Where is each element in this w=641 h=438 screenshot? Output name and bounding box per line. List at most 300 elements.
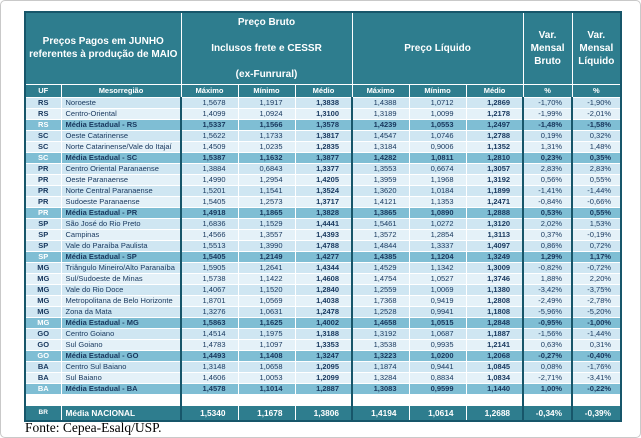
col-header-var-bruto-pct: %	[523, 84, 572, 97]
table-title-line2: referentes à produção de MAIO	[29, 49, 178, 61]
national-average-row	[25, 405, 621, 421]
uf-cell: SP	[25, 229, 61, 240]
value-cell: 0,6674	[409, 163, 466, 174]
value-cell: 1,3990	[238, 240, 295, 251]
table-row	[25, 372, 621, 383]
value-cell: 1,3717	[295, 196, 352, 207]
value-cell: 1,5905	[181, 262, 238, 273]
value-cell: 1,2848	[466, 317, 523, 328]
value-cell: 1,2788	[466, 130, 523, 141]
value-cell: 1,0658	[238, 361, 295, 372]
value-cell: 1,3578	[295, 119, 352, 130]
uf-cell: GO	[25, 350, 61, 361]
column-header-row	[25, 84, 621, 97]
table-row	[25, 295, 621, 306]
value-cell: 0,86%	[523, 240, 572, 251]
value-cell: 1,4783	[181, 339, 238, 350]
value-cell: 0,9006	[409, 141, 466, 152]
value-cell: 1,1353	[409, 196, 466, 207]
value-cell: 1,4754	[352, 273, 409, 284]
value-cell: 1,4239	[352, 119, 409, 130]
table-row	[25, 273, 621, 284]
value-cell: 1,3276	[181, 306, 238, 317]
table-row	[25, 306, 621, 317]
value-cell	[572, 394, 621, 405]
value-cell: 2,02%	[523, 218, 572, 229]
col-header-bruto-maximo: Máximo	[181, 84, 238, 97]
uf-cell	[25, 394, 61, 405]
value-cell: 1,1014	[238, 383, 295, 394]
value-cell: 1,3959	[352, 174, 409, 185]
table-row	[25, 218, 621, 229]
uf-cell: SC	[25, 141, 61, 152]
table-row	[25, 229, 621, 240]
value-cell: 1,0235	[238, 141, 295, 152]
mesorregiao-cell: Norte Central Paranaense	[61, 185, 181, 196]
mesorregiao-cell: Oeste Catarinense	[61, 130, 181, 141]
value-cell: -0,40%	[572, 350, 621, 361]
value-cell: 0,63%	[523, 339, 572, 350]
value-cell: -0,27%	[523, 350, 572, 361]
value-cell: -2,78%	[572, 295, 621, 306]
value-cell: 1,5387	[181, 152, 238, 163]
value-cell: 1,29%	[523, 251, 572, 262]
col-header-liquido-medio: Médio	[466, 84, 523, 97]
value-cell: 1,2688	[466, 405, 523, 421]
value-cell: -0,82%	[523, 262, 572, 273]
value-cell: 1,1968	[409, 174, 466, 185]
value-cell: 0,37%	[523, 229, 572, 240]
mesorregiao-cell: Média Estadual - BA	[61, 383, 181, 394]
value-cell: 1,3620	[352, 185, 409, 196]
uf-cell: BA	[25, 361, 61, 372]
value-cell: 1,0834	[466, 372, 523, 383]
value-cell: 0,9419	[409, 295, 466, 306]
uf-cell: BA	[25, 372, 61, 383]
value-cell: 0,9441	[409, 361, 466, 372]
value-cell: 1,3188	[295, 328, 352, 339]
value-cell: 1,1408	[238, 350, 295, 361]
value-cell: 1,4844	[352, 240, 409, 251]
value-cell: 1,4388	[352, 97, 409, 108]
uf-cell: SC	[25, 152, 61, 163]
value-cell: 1,48%	[572, 141, 621, 152]
col-header-bruto-medio: Médio	[295, 84, 352, 97]
value-cell: 0,35%	[572, 152, 621, 163]
spacer-row	[25, 394, 621, 405]
value-cell: 1,1625	[238, 317, 295, 328]
value-cell: 1,3877	[295, 152, 352, 163]
value-cell: 1,3572	[352, 229, 409, 240]
value-cell: 1,3247	[295, 350, 352, 361]
uf-cell: SP	[25, 240, 61, 251]
header-var-mensal-liquido: Var. Mensal Líquido	[572, 12, 621, 84]
value-cell: 1,4990	[181, 174, 238, 185]
mesorregiao-cell: Vale do Paraíba Paulista	[61, 240, 181, 251]
table-row	[25, 163, 621, 174]
state-average-row	[25, 152, 621, 163]
value-cell: 1,4121	[352, 196, 409, 207]
value-cell: 1,5513	[181, 240, 238, 251]
mesorregiao-cell: Média Estadual - MG	[61, 317, 181, 328]
value-cell: 1,2149	[238, 251, 295, 262]
value-cell: 1,2869	[466, 97, 523, 108]
value-cell: 1,1874	[352, 361, 409, 372]
value-cell: 1,3337	[409, 240, 466, 251]
value-cell: 1,3806	[295, 405, 352, 421]
preco-bruto-label: Preço Bruto	[237, 17, 296, 29]
value-cell: 2,20%	[572, 273, 621, 284]
col-header-liquido-minimo: Mínimo	[409, 84, 466, 97]
col-header-bruto-minimo: Mínimo	[238, 84, 295, 97]
value-cell: -0,84%	[523, 196, 572, 207]
value-cell: 1,4608	[295, 273, 352, 284]
mesorregiao-cell: Média Estadual - RS	[61, 119, 181, 130]
value-cell: -0,39%	[572, 405, 621, 421]
value-cell: 1,1733	[238, 130, 295, 141]
value-cell: 1,4566	[181, 229, 238, 240]
state-average-row	[25, 383, 621, 394]
value-cell: 1,3120	[466, 218, 523, 229]
value-cell: 1,3249	[466, 251, 523, 262]
table-row	[25, 339, 621, 350]
value-cell	[466, 394, 523, 405]
value-cell: 1,3353	[295, 339, 352, 350]
value-cell	[238, 394, 295, 405]
value-cell: -1,48%	[523, 119, 572, 130]
mesorregiao-cell: Sul Goiano	[61, 339, 181, 350]
value-cell: 1,1917	[238, 97, 295, 108]
preco-bruto-sublabel: Inclusos frete e CESSR	[211, 43, 322, 55]
value-cell: 1,5337	[181, 119, 238, 130]
table-row	[25, 284, 621, 295]
value-cell: 1,4194	[352, 405, 409, 421]
value-cell: 1,1808	[466, 306, 523, 317]
mesorregiao-cell: Noroeste	[61, 97, 181, 108]
value-cell: 0,9941	[409, 306, 466, 317]
value-cell: -3,41%	[572, 372, 621, 383]
value-cell: 1,53%	[572, 218, 621, 229]
value-cell: 1,0924	[238, 108, 295, 119]
mesorregiao-cell: Centro Goiano	[61, 328, 181, 339]
value-cell: 1,4788	[295, 240, 352, 251]
value-cell: 0,9599	[409, 383, 466, 394]
value-cell: -1,00%	[572, 317, 621, 328]
value-cell: 1,2141	[466, 339, 523, 350]
value-cell: 1,3192	[352, 328, 409, 339]
value-cell: 1,4578	[181, 383, 238, 394]
value-cell: 1,2068	[466, 350, 523, 361]
value-cell: 1,2887	[295, 383, 352, 394]
value-cell: 1,3817	[295, 130, 352, 141]
value-cell: 0,72%	[572, 240, 621, 251]
table-row	[25, 185, 621, 196]
value-cell: 1,0527	[409, 273, 466, 284]
value-cell: 1,3192	[466, 174, 523, 185]
preco-liquido-label: Preço Líquido	[404, 42, 471, 54]
table-row	[25, 130, 621, 141]
uf-cell: RS	[25, 97, 61, 108]
mesorregiao-cell: Campinas	[61, 229, 181, 240]
value-cell: -1,99%	[523, 108, 572, 119]
value-cell: -1,76%	[572, 361, 621, 372]
value-cell: 1,1380	[466, 284, 523, 295]
value-cell: 1,1422	[238, 273, 295, 284]
value-cell: 1,2641	[238, 262, 295, 273]
value-cell: 1,2478	[295, 306, 352, 317]
value-cell: 1,2835	[295, 141, 352, 152]
value-cell: 1,3189	[352, 108, 409, 119]
value-cell: 1,0614	[409, 405, 466, 421]
value-cell: 1,4547	[352, 130, 409, 141]
value-cell: 1,0890	[409, 207, 466, 218]
mesorregiao-cell: Média Estadual - SP	[61, 251, 181, 262]
value-cell	[181, 394, 238, 405]
value-cell: 1,4344	[295, 262, 352, 273]
value-cell: 1,3553	[352, 163, 409, 174]
value-cell: 0,31%	[572, 339, 621, 350]
value-cell: 1,0811	[409, 152, 466, 163]
uf-cell: MG	[25, 295, 61, 306]
value-cell: -3,42%	[523, 284, 572, 295]
value-cell: 1,1887	[466, 328, 523, 339]
value-cell: -1,56%	[523, 328, 572, 339]
value-cell: 1,5201	[181, 185, 238, 196]
mesorregiao-cell: Vale do Rio Doce	[61, 284, 181, 295]
mesorregiao-cell	[61, 394, 181, 405]
value-cell: 1,2888	[466, 207, 523, 218]
header-preco-liquido	[352, 12, 523, 84]
mesorregiao-cell: Média Estadual - GO	[61, 350, 181, 361]
value-cell: -1,70%	[523, 97, 572, 108]
value-cell: 1,4493	[181, 350, 238, 361]
value-cell: 0,32%	[572, 130, 621, 141]
value-cell: 1,2497	[466, 119, 523, 130]
value-cell: 1,2854	[409, 229, 466, 240]
value-cell: 0,9935	[409, 339, 466, 350]
value-cell: 1,7368	[352, 295, 409, 306]
uf-cell: GO	[25, 339, 61, 350]
mesorregiao-cell: Sul/Sudoeste de Minas	[61, 273, 181, 284]
value-cell: 1,4658	[352, 317, 409, 328]
value-cell: 0,23%	[523, 152, 572, 163]
preco-bruto-exfunrural: (ex-Funrural)	[235, 69, 298, 81]
value-cell: -3,75%	[572, 284, 621, 295]
mesorregiao-cell: Oeste Paranaense	[61, 174, 181, 185]
value-cell: 1,5738	[181, 273, 238, 284]
value-cell: 1,1440	[466, 383, 523, 394]
header-var-mensal-bruto: Var. Mensal Bruto	[523, 12, 572, 84]
value-cell: 1,0184	[409, 185, 466, 196]
value-cell: 1,1678	[238, 405, 295, 421]
uf-cell: SP	[25, 218, 61, 229]
uf-cell: GO	[25, 328, 61, 339]
value-cell: 1,1899	[466, 185, 523, 196]
header-preco-bruto	[181, 12, 352, 84]
value-cell: 1,4606	[181, 372, 238, 383]
value-cell: 1,4067	[181, 284, 238, 295]
value-cell: -0,66%	[572, 196, 621, 207]
table-row	[25, 196, 621, 207]
table-title	[25, 12, 181, 84]
mesorregiao-cell: Centro-Oriental	[61, 108, 181, 119]
value-cell: 1,3223	[352, 350, 409, 361]
value-cell: 1,3865	[352, 207, 409, 218]
value-cell: 1,0687	[409, 328, 466, 339]
value-cell: -0,72%	[572, 262, 621, 273]
value-cell: 1,0069	[409, 284, 466, 295]
value-cell: 0,19%	[523, 130, 572, 141]
value-cell: 1,2095	[295, 361, 352, 372]
value-cell: 1,2528	[352, 306, 409, 317]
value-cell: 1,3083	[352, 383, 409, 394]
header-group-row	[25, 12, 621, 84]
state-average-row	[25, 119, 621, 130]
value-cell: 1,0746	[409, 130, 466, 141]
value-cell: 1,5461	[352, 218, 409, 229]
value-cell: 1,1204	[409, 251, 466, 262]
table-row	[25, 108, 621, 119]
value-cell: 1,2573	[238, 196, 295, 207]
mesorregiao-cell: Metropolitana de Belo Horizonte	[61, 295, 181, 306]
table-row	[25, 174, 621, 185]
value-cell: -1,90%	[572, 97, 621, 108]
value-cell: 0,53%	[523, 207, 572, 218]
value-cell: 1,4918	[181, 207, 238, 218]
value-cell: 1,2471	[466, 196, 523, 207]
mesorregiao-cell: Zona da Mata	[61, 306, 181, 317]
value-cell: 1,5678	[181, 97, 238, 108]
value-cell: 1,2559	[352, 284, 409, 295]
uf-cell: PR	[25, 174, 61, 185]
value-cell: 1,1342	[409, 262, 466, 273]
mesorregiao-cell: Norte Catarinense/Vale do Itajaí	[61, 141, 181, 152]
value-cell	[295, 394, 352, 405]
value-cell: 1,1097	[238, 339, 295, 350]
state-average-row	[25, 207, 621, 218]
source-note: Fonte: Cepea-Esalq/USP.	[25, 420, 162, 435]
value-cell: 1,0569	[238, 295, 295, 306]
uf-cell: SC	[25, 130, 61, 141]
mesorregiao-cell: Centro Sul Baiano	[61, 361, 181, 372]
table-row	[25, 361, 621, 372]
value-cell: 1,5863	[181, 317, 238, 328]
value-cell: 1,4385	[352, 251, 409, 262]
value-cell: 1,3184	[352, 141, 409, 152]
uf-cell: PR	[25, 163, 61, 174]
mesorregiao-cell: Média NACIONAL	[61, 405, 181, 421]
value-cell: 1,4099	[181, 108, 238, 119]
uf-cell: MG	[25, 262, 61, 273]
table-row	[25, 328, 621, 339]
state-average-row	[25, 350, 621, 361]
value-cell: -1,58%	[572, 119, 621, 130]
value-cell: 1,5340	[181, 405, 238, 421]
value-cell: 1,0553	[409, 119, 466, 130]
value-cell: 1,3746	[466, 273, 523, 284]
value-cell: 1,1529	[238, 218, 295, 229]
value-cell: -0,22%	[572, 383, 621, 394]
value-cell: 1,3113	[466, 229, 523, 240]
value-cell: 1,2099	[295, 372, 352, 383]
uf-cell: SP	[25, 251, 61, 262]
value-cell: 1,3100	[295, 108, 352, 119]
value-cell: 2,83%	[572, 163, 621, 174]
value-cell: 1,6836	[181, 218, 238, 229]
value-cell: 1,4038	[295, 295, 352, 306]
value-cell: 1,3009	[466, 262, 523, 273]
value-cell: 1,4393	[295, 229, 352, 240]
value-cell: 2,83%	[523, 163, 572, 174]
value-cell: 1,2840	[295, 284, 352, 295]
mesorregiao-cell: Triângulo Mineiro/Alto Paranaíba	[61, 262, 181, 273]
value-cell: 1,2178	[466, 108, 523, 119]
state-average-row	[25, 251, 621, 262]
value-cell: 1,1352	[466, 141, 523, 152]
value-cell: 1,1865	[238, 207, 295, 218]
uf-cell: PR	[25, 207, 61, 218]
value-cell: 1,0712	[409, 97, 466, 108]
table-body	[25, 97, 621, 421]
value-cell: 1,3057	[466, 163, 523, 174]
value-cell: -0,95%	[523, 317, 572, 328]
milk-price-table	[24, 11, 622, 422]
table-row	[25, 240, 621, 251]
value-cell: -1,44%	[572, 328, 621, 339]
mesorregiao-cell: Média Estadual - PR	[61, 207, 181, 218]
value-cell: 1,2954	[238, 174, 295, 185]
value-cell: 1,3148	[181, 361, 238, 372]
uf-cell: BR	[25, 405, 61, 421]
uf-cell: MG	[25, 273, 61, 284]
col-header-var-liquido-pct: %	[572, 84, 621, 97]
value-cell: 1,4097	[466, 240, 523, 251]
col-header-mesorregiao: Mesorregião	[61, 84, 181, 97]
value-cell: 1,4529	[352, 262, 409, 273]
table-title-line1: Preços Pagos em JUNHO	[42, 36, 164, 48]
value-cell: 1,4277	[295, 251, 352, 262]
mesorregiao-cell: São José do Rio Preto	[61, 218, 181, 229]
value-cell: 1,5622	[181, 130, 238, 141]
value-cell: 1,5405	[181, 196, 238, 207]
uf-cell: RS	[25, 119, 61, 130]
value-cell: 1,2808	[466, 295, 523, 306]
value-cell: 1,3557	[238, 229, 295, 240]
col-header-uf: UF	[25, 84, 61, 97]
uf-cell: MG	[25, 306, 61, 317]
value-cell: 1,0845	[466, 361, 523, 372]
mesorregiao-cell: Sudoeste Paranaense	[61, 196, 181, 207]
uf-cell: PR	[25, 185, 61, 196]
value-cell	[523, 394, 572, 405]
value-cell: 1,4441	[295, 218, 352, 229]
value-cell: 1,0053	[238, 372, 295, 383]
value-cell: 1,5405	[181, 251, 238, 262]
value-cell: 1,4514	[181, 328, 238, 339]
value-cell: 1,4205	[295, 174, 352, 185]
value-cell: 1,0200	[409, 350, 466, 361]
col-header-liquido-maximo: Máximo	[352, 84, 409, 97]
value-cell: 1,1975	[238, 328, 295, 339]
value-cell: 1,0631	[238, 306, 295, 317]
value-cell: -0,34%	[523, 405, 572, 421]
value-cell: 1,3524	[295, 185, 352, 196]
value-cell: 1,31%	[523, 141, 572, 152]
value-cell: 1,8701	[181, 295, 238, 306]
value-cell: -2,71%	[523, 372, 572, 383]
value-cell: 1,4509	[181, 141, 238, 152]
value-cell: 1,17%	[572, 251, 621, 262]
